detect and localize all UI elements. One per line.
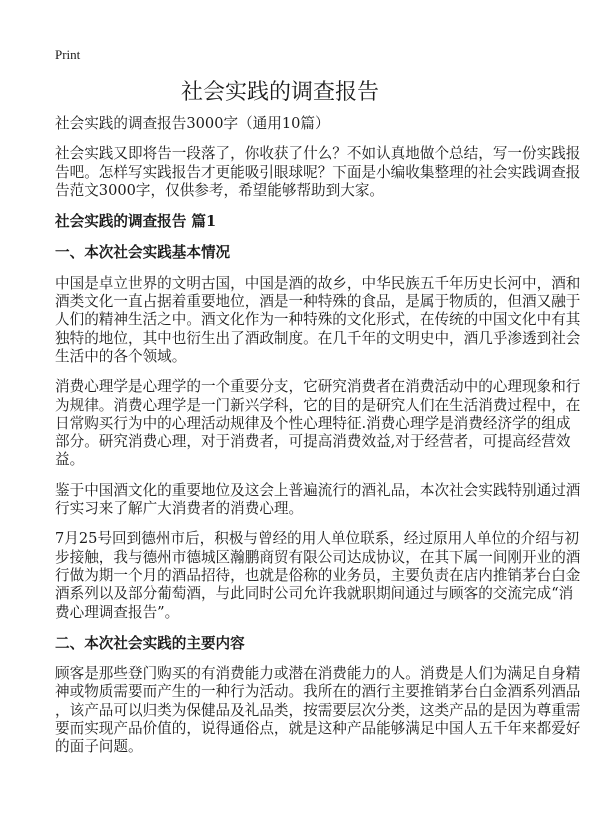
heading-text: 社会实践的调查报告 篇1 xyxy=(55,213,217,231)
text-line: 7月25号回到德州市后，积极与曾经的用人单位联系，经过原用人单位的介绍与初 xyxy=(55,530,580,548)
section2-body xyxy=(55,665,581,756)
intro-paragraph xyxy=(55,145,581,200)
text-line: 社会实践又即将告一段落了，你收获了什么？不如认真地做个总结，写一份实践报 xyxy=(55,145,581,163)
text-line: 行做为期一个月的酒品招待，也就是俗称的业务员，主要负责在店内推销茅台白金 xyxy=(55,566,581,584)
text-line: 神或物质需要而产生的一种行为活动。我所在的酒行主要推销茅台白金酒系列酒品 xyxy=(55,683,581,701)
heading-text: 一、本次社会实践基本情况 xyxy=(55,244,231,262)
text-line: 中国是卓立世界的文明古国，中国是酒的故乡，中华民族五千年历史长河中，酒和 xyxy=(55,274,581,292)
text-line: 益。 xyxy=(55,451,85,469)
text-line: 酒系列以及部分葡萄酒，与此同时公司允许我就职期间通过与顾客的交流完成“消 xyxy=(55,585,574,603)
text-line: 酒类文化一直占据着重要地位，酒是一种特殊的食品，是属于物质的，但酒又融于 xyxy=(55,293,581,311)
document-page xyxy=(55,46,581,757)
text-line: 顾客是那些登门购买的有消费能力或潜在消费能力的人。消费是人们为满足自身精 xyxy=(55,665,581,683)
text-line: 生活中的各个领域。 xyxy=(55,347,187,365)
heading-text: 二、本次社会实践的主要内容 xyxy=(55,634,245,652)
text-line: 的面子问题。 xyxy=(55,738,143,756)
document-subtitle xyxy=(55,115,515,133)
body-paragraph xyxy=(55,274,581,366)
text-line: 消费心理学是心理学的一个重要分支，它研究消费者在消费活动中的心理现象和行 xyxy=(55,378,581,396)
text-line: 告范文3000字，仅供参考，希望能够帮助到大家。 xyxy=(55,181,385,199)
text-line: 步接触，我与德州市德城区瀚鹏商贸有限公司达成协议，在其下属一间刚开业的酒 xyxy=(55,548,581,566)
text-line: 行实习来了解广大消费者的消费心理。 xyxy=(55,500,304,518)
body-paragraph xyxy=(55,530,581,621)
body-paragraph xyxy=(55,665,581,756)
text-line: 部分。研究消费心理，对于消费者，可提高消费效益,对于经营者，可提高经营效 xyxy=(55,433,571,451)
text-line: 告吧。怎样写实践报告才更能吸引眼球呢？下面是小编收集整理的社会实践调查报 xyxy=(55,163,581,181)
subtitle-text: 社会实践的调查报告3000字（通用10篇） xyxy=(55,115,330,132)
body-paragraph xyxy=(55,378,581,469)
text-line: 要而实现产品价值的，说得通俗点，就是这种产品能够满足中国人五千年来都爱好 xyxy=(55,720,581,738)
text-line: 鉴于中国酒文化的重要地位及这会上普遍流行的酒礼品，本次社会实践特别通过酒 xyxy=(55,481,581,499)
body-paragraph xyxy=(55,481,581,519)
article-heading xyxy=(55,213,515,231)
section1-body xyxy=(55,274,581,622)
text-line: 为规律。消费心理学是一门新兴学科，它的目的是研究人们在生活消费过程中，在 xyxy=(55,396,581,414)
text-line: 费心理调查报告”。 xyxy=(55,603,180,621)
page-title: 社会实践的调查报告 xyxy=(180,80,379,105)
text-line: 独特的地位，其中也衍生出了酒政制度。在几千年的文明史中，酒几乎渗透到社会 xyxy=(55,329,581,347)
print-link[interactable]: Print xyxy=(55,47,81,62)
text-line: 人们的精神生活之中。酒文化作为一种特殊的文化形式，在传统的中国文化中有其 xyxy=(55,311,581,329)
section-heading xyxy=(55,635,515,653)
text-line: 日常购买行为中的心理活动规律及个性心理特征.消费心理学是消费经济学的组成 xyxy=(55,414,571,432)
section-heading xyxy=(55,244,515,262)
text-line: ，该产品可以归类为保健品及礼品类，按需要层次分类，这类产品的是因为尊重需 xyxy=(55,701,581,719)
